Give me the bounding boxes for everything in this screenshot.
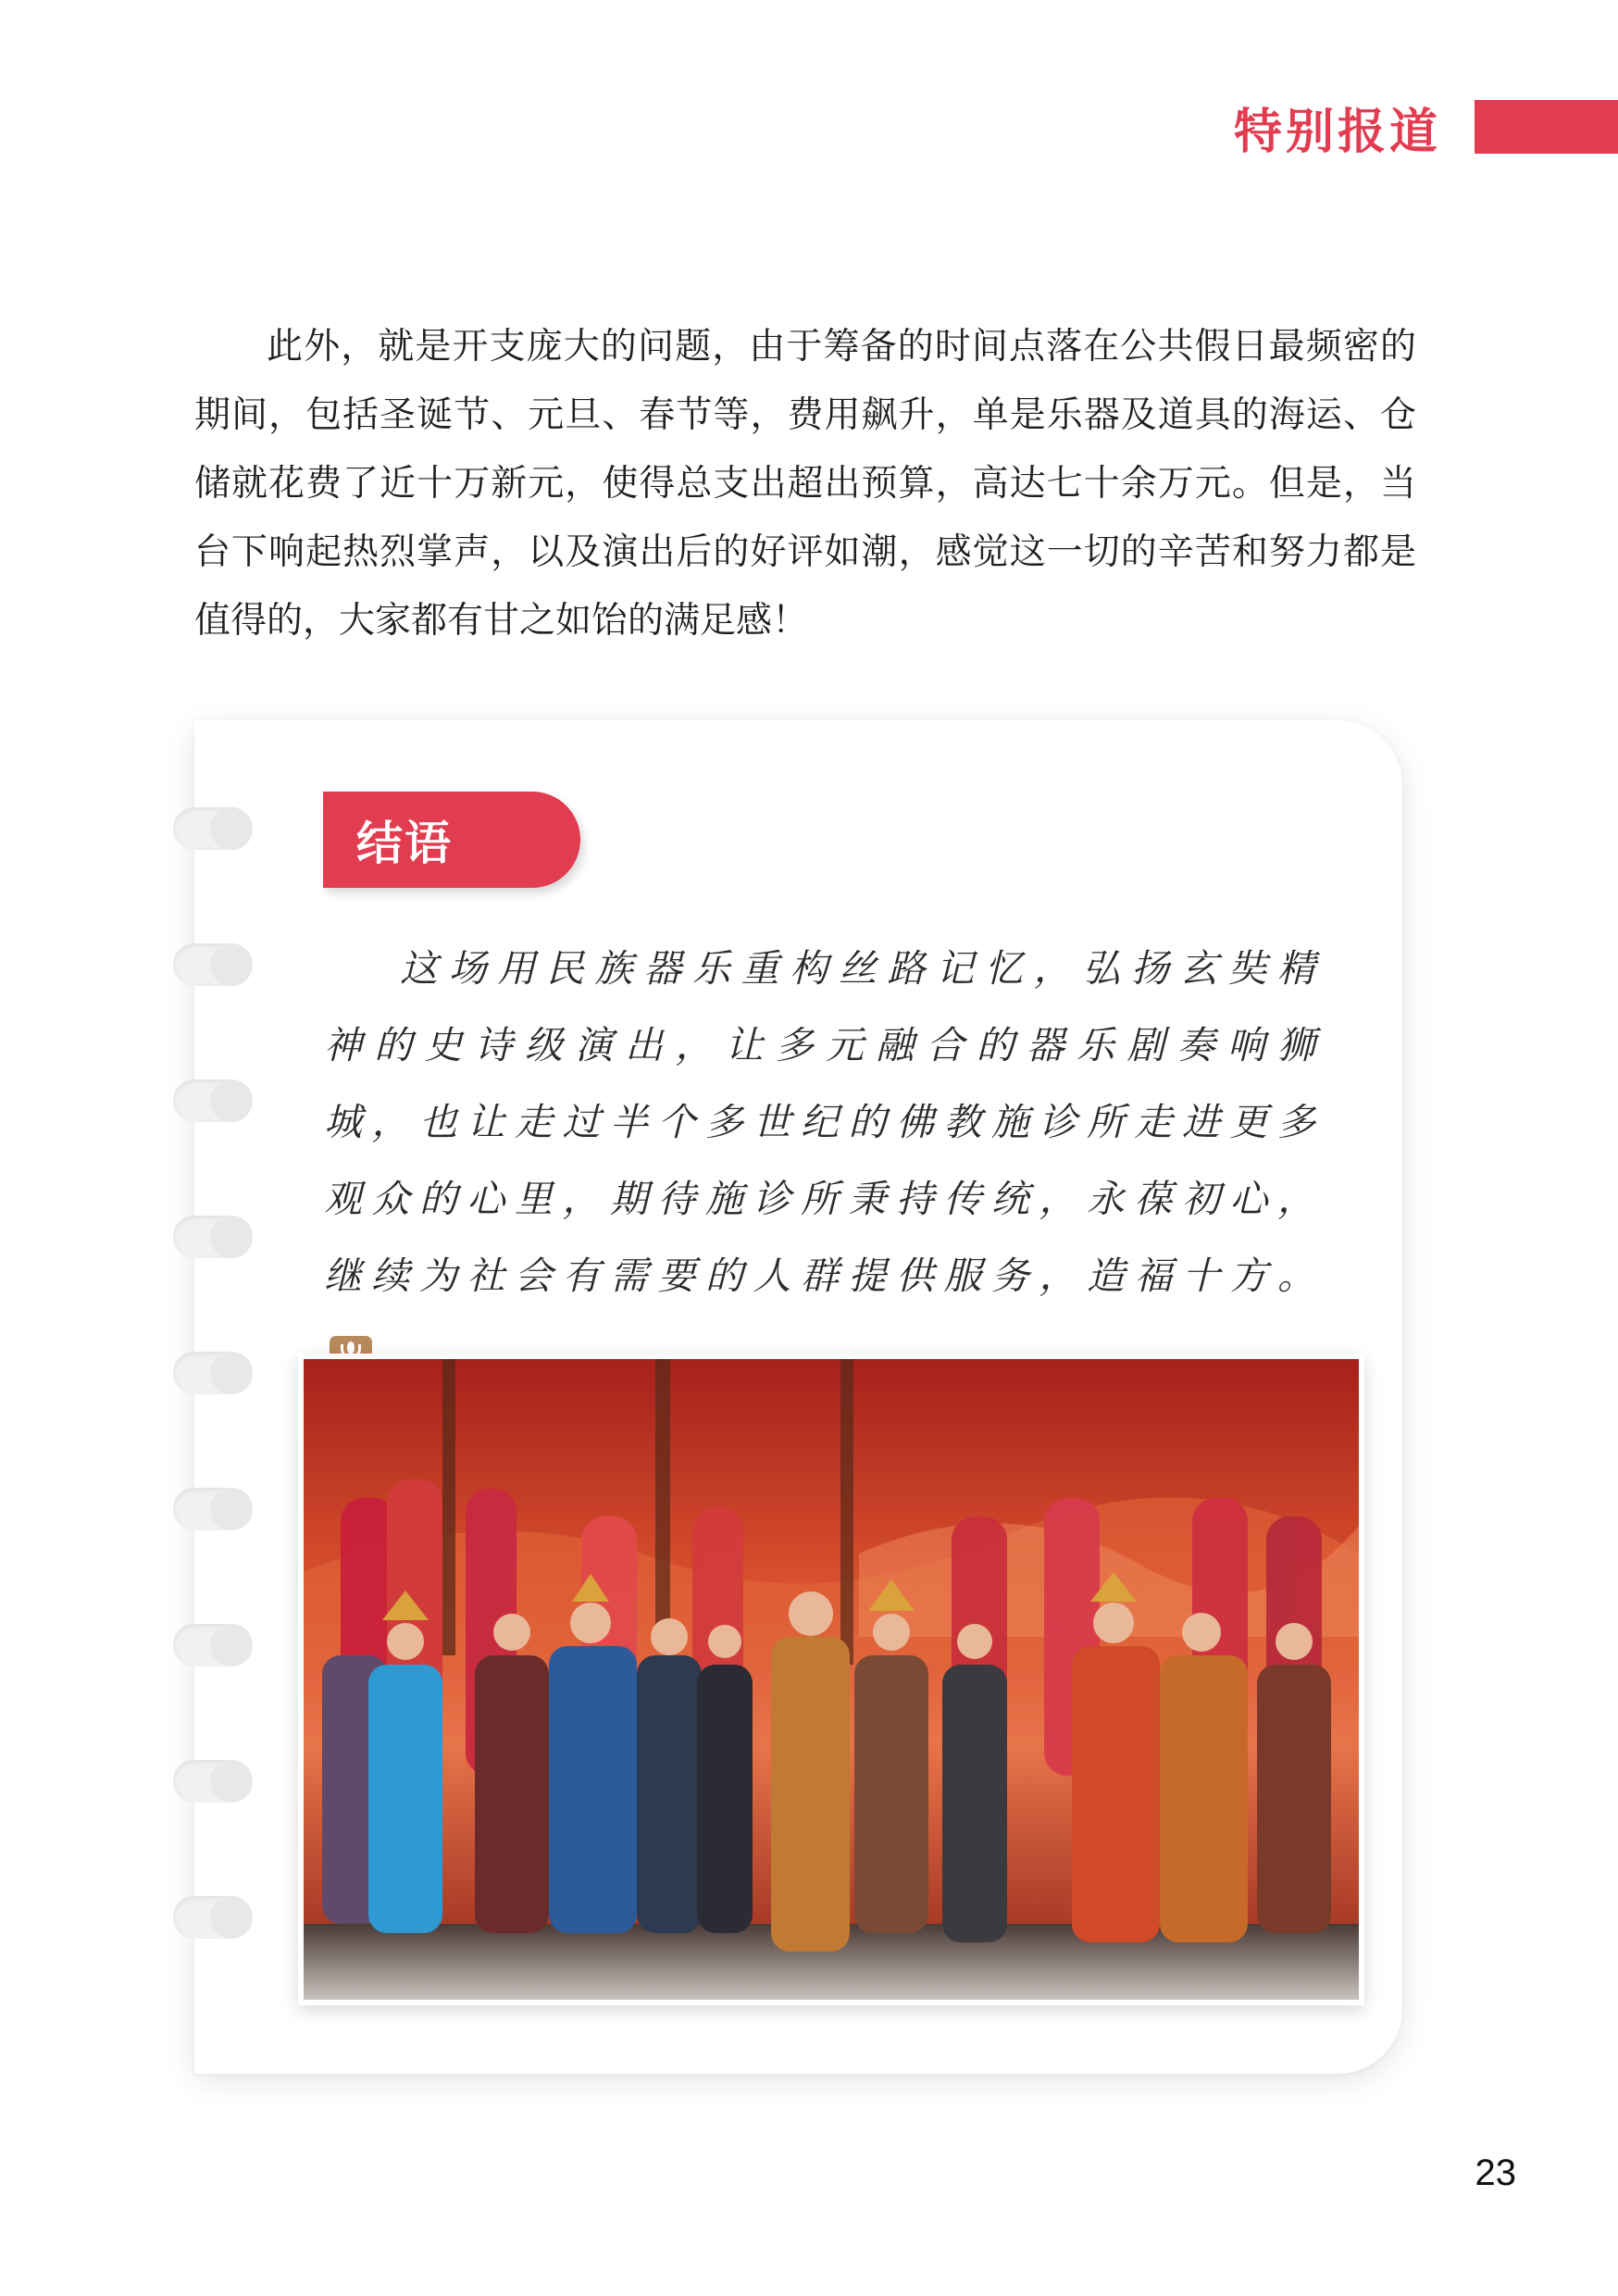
intro-paragraph: 此外，就是开支庞大的问题，由于筹备的时间点落在公共假日最频密的期间，包括圣诞节、元旦、春节等，费用飙升，单是乐器及道具的海运、仓储就花费了近十万新元，使得总支出超出预算，高达七十余万元。但是，当台下响起热烈掌声，以及演出后的好评如潮，感觉这一切的辛苦和努力都是值得的，大家都有甘之如饴的满足感！	[194, 326, 1416, 642]
binder-ring	[173, 807, 253, 850]
conclusion-text: 这场用民族器乐重构丝路记忆，弘扬玄奘精神的史诗级演出，让多元融合的器乐剧奏响狮城，也让走过半个多世纪的佛教施诊所走进更多观众的心里，期待施诊所秉持传统，永葆初心，继续为社会有需要的人群提供服务，造福十方。	[324, 946, 1324, 1298]
page-number: 23	[1475, 2152, 1516, 2193]
stage-photo-image	[304, 1359, 1359, 2000]
conclusion-text-block	[324, 930, 1324, 1391]
section-header	[1233, 100, 1618, 160]
binder-ring	[173, 1079, 253, 1122]
stage-photo	[298, 1354, 1364, 2005]
binder-ring	[173, 1352, 253, 1394]
conclusion-title: 结语	[356, 817, 453, 870]
intro-paragraph-block	[194, 313, 1416, 655]
binder-ring	[173, 943, 253, 986]
binder-ring	[173, 1488, 253, 1530]
conclusion-paragraph	[324, 930, 1324, 1391]
section-title: 特别报道	[1233, 104, 1441, 160]
binder-ring	[173, 1760, 253, 1803]
binder-ring	[173, 1216, 253, 1258]
conclusion-title-tag	[323, 792, 580, 888]
binder-ring	[173, 1624, 253, 1666]
section-accent-bar	[1475, 100, 1618, 154]
binder-ring	[173, 1896, 253, 1939]
